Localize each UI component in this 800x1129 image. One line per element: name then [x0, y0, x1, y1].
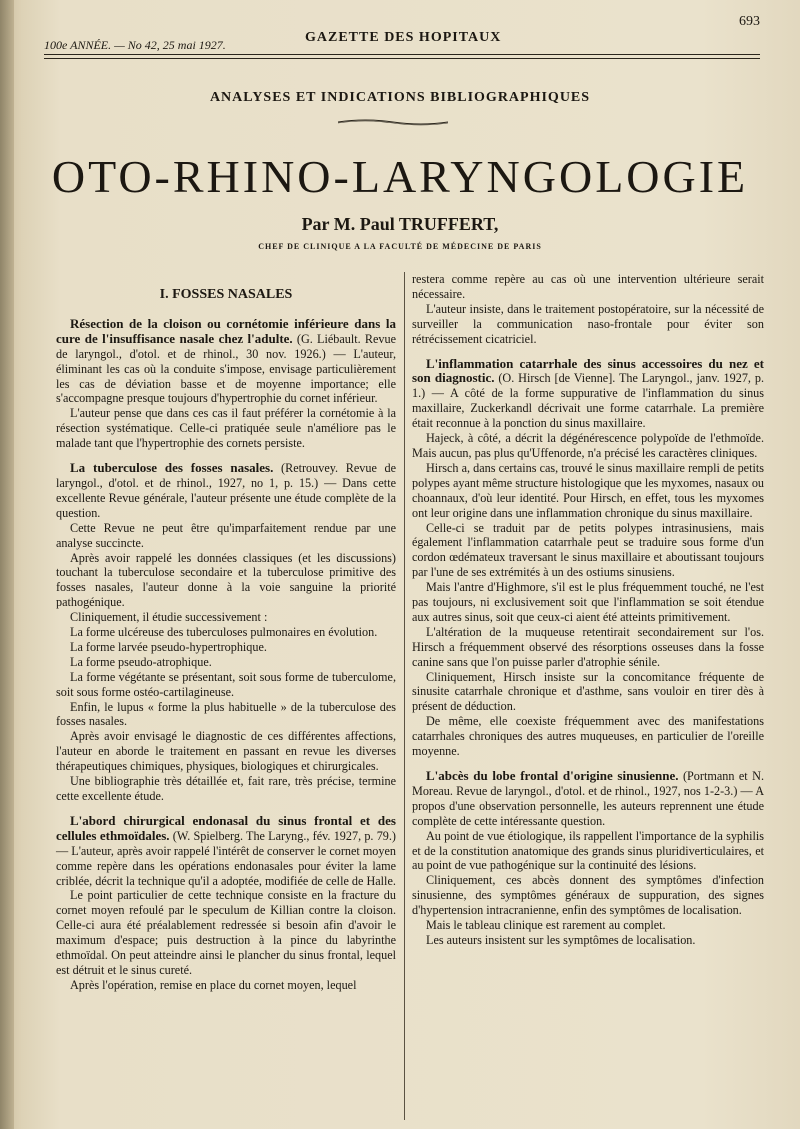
paragraph: Mais l'antre d'Highmore, s'il est le plus fréquemment touché, ne l'est pas toujours, ni exclusivement soit que l'inflammation se soit étendue aux autres sinus, soit que ceux-ci aient été atteints primitivement.: [412, 580, 764, 624]
article-title: L'inflammation catarrhale des sinus accessoires du nez et son diagnostic.: [412, 355, 764, 386]
article-tuberculose: [56, 461, 396, 804]
article-reference: (Retrouvey. Revue de laryngol., d'otol. et de rhinol., 1927, no 1, p. 15.) — Dans cette excellente Revue générale, l'auteur présente une étude complète de la question.: [56, 461, 396, 520]
paragraph: Le point particulier de cette technique consiste en la fracture du cornet moyen refoulé par le speculum de Killian contre la cloison. Celle-ci aura été préalablement redressée si besoin afin d'avoir le maximum d'espace; puis destruction à la pince du labyrinthe ethmoïdal. On peut atteindre ainsi le plancher du sinus frontal, lequel est détruit et le sinus cureté.: [56, 888, 396, 977]
list-item: La forme végétante se présentant, soit sous forme de tuberculome, soit sous forme ostéo-cartilagineuse.: [56, 669, 396, 699]
paragraph: De même, elle coexiste fréquemment avec des manifestations catarrhales chroniques des autres muqueuses, en particulier de l'oreille moyenne.: [412, 714, 764, 759]
paragraph: L'altération de la muqueuse retentirait secondairement sur l'os. Hirsch a fréquemment observé des résorptions osseuses dans la fosse canine sans que l'on puisse parler d'atrophie sénile.: [412, 624, 764, 669]
paragraph: L'auteur pense que dans ces cas il faut préférer la cornétomie à la résection systématique. Celle-ci pratiquée seule n'améliore pas le malade tant que l'hypertrophie des cornets persiste.: [56, 406, 396, 451]
article-reference: (Portmann et N. Moreau. Revue de laryngol., d'otol. et de rhinol., 1927, nos 1-2-3.) —: [412, 769, 765, 798]
issue-info: 100e ANNÉE. — No 42, 25 mai 1927.: [44, 38, 226, 52]
paragraph: A propos d'une observation personnelle, les auteurs reprennent une étude complète de cette intéressante question.: [412, 783, 765, 828]
paragraph: Hajeck, à côté, a décrit la dégénérescence polypoïde de l'ethmoïde. Mais aucun, pas plus qu'Uffenorde, n'a précisé les caractères cliniques.: [412, 431, 764, 460]
article-title: L'abord chirurgical endonasal du sinus frontal et des cellules ethmoïdales.: [56, 812, 396, 843]
article-resection: [56, 317, 396, 451]
paragraph: Les auteurs insistent sur les symptômes de localisation.: [426, 932, 696, 947]
paragraph: Cette Revue ne peut être qu'imparfaitement rendue par une analyse succincte.: [56, 520, 396, 550]
ornament-divider: [338, 118, 448, 126]
paragraph: Cliniquement, il étudie successivement :: [70, 610, 268, 625]
paragraph: restera comme repère au cas où une intervention ultérieure serait nécessaire.: [412, 272, 764, 301]
paragraph: A côté de la forme suppurative de l'inflammation du sinus maxillaire, Zuckerkandl décrivait une forme catarrhale. La première était reconnue à la ponction du sinus maxillaire.: [412, 386, 765, 431]
paragraph: Celle-ci se traduit par de petits polypes intrasinusiens, mais également l'inflammation catarrhale peut se traduire sous forme d'un cordon œdémateux traversant le sinus maxillaire et aboutissant toujours par l'une de ses extrémités à un des ostiums sinusiens.: [412, 520, 764, 580]
article-abord-chirurgical: [56, 814, 396, 993]
list-item: La forme larvée pseudo-hypertrophique.: [70, 639, 267, 654]
article-reference: (O. Hirsch [de Vienne]. The Laryngol., janv. 1927, p. 1.) —: [412, 371, 764, 401]
section-heading: I. FOSSES NASALES: [159, 287, 293, 302]
forms-list: [56, 625, 396, 729]
article-title: Résection de la cloison ou cornétomie inférieure dans la cure de l'insuffisance nasale chez l'adulte.: [56, 315, 396, 346]
list-item: La forme ulcéreuse des tuberculoses pulmonaires en évolution.: [70, 625, 378, 640]
author-affiliation: CHEF DE CLINIQUE A LA FACULTÉ DE MÉDECINE DE PARIS: [258, 242, 542, 251]
paragraph: L'auteur insiste, dans le traitement postopératoire, sur la nécessité de surveiller la communication naso-frontale pour éviter son rétrécissement cicatriciel.: [412, 301, 764, 346]
list-item: Enfin, le lupus « forme la plus habituelle » de la tuberculose des fosses nasales.: [56, 699, 396, 729]
paragraph: L'auteur, éliminant les cas où la conduite s'impose, envisage particulièrement les cas de déviation basse et de moyenne importance; elle s'accompagne presque toujours d'hypertrophie du cornet inférieur.: [56, 346, 397, 406]
main-title: OTO-RHINO-LARYNGOLOGIE: [51, 151, 749, 202]
paragraph: Après avoir rappelé les données classiques (et les discussions) touchant la tuberculose secondaire et la tuberculose primitive des fosses nasales, l'auteur donne à la voie sanguine la priorité pathogénique.: [56, 550, 396, 610]
list-item: La forme pseudo-atrophique.: [70, 654, 212, 669]
running-header: [40, 10, 760, 60]
article-title: L'abcès du lobe frontal d'origine sinusienne.: [426, 768, 679, 783]
article-inflammation-catarrhale: [412, 357, 764, 759]
paragraph: Au point de vue étiologique, ils rappellent l'importance de la syphilis et de la constitution anatomique des grands sinus pluridiverticulaires, et au point de vue pathogénique sur la continuité des lésions.: [412, 828, 764, 873]
page-number: 693: [739, 14, 760, 29]
article-reference: (G. Liébault. Revue de laryngol., d'otol. et de rhinol., 30 nov. 1926.) —: [56, 331, 397, 361]
paragraph: Après avoir envisagé le diagnostic de ces différentes affections, l'auteur en aborde le traitement en passant en revue les diverses thérapeutiques chimiques, physiques, biologiques et chirurgicales.: [56, 729, 396, 774]
section-title: ANALYSES ET INDICATIONS BIBLIOGRAPHIQUES: [209, 90, 591, 105]
right-column: [412, 272, 764, 948]
paragraph: Cliniquement, ces abcès donnent des symptômes d'infection sinusienne, des symptômes généraux de suppuration, des signes d'hypertension intracranienne, enfin des symptômes de localisation.: [412, 873, 764, 918]
paragraph: L'auteur, après avoir rappelé l'intérêt de conserver le cornet moyen comme repère dans les opérations endonasales pour éviter la lame criblée, décrit la technique qu'il a adoptée, modifiée de celle de Halle.: [56, 843, 396, 888]
paragraph: Une bibliographie très détaillée et, fait rare, très précise, termine cette excellente étude.: [56, 774, 396, 803]
column-divider: [404, 272, 405, 1120]
left-column: [56, 286, 396, 993]
header-rule: [44, 54, 760, 55]
paragraph: Après l'opération, remise en place du cornet moyen, lequel: [70, 977, 357, 992]
journal-name: GAZETTE DES HOPITAUX: [305, 30, 502, 45]
paragraph: Mais le tableau clinique est rarement au complet.: [426, 918, 666, 933]
article-reference: (W. Spielberg. The Laryng., fév. 1927, p. 79.) —: [56, 828, 396, 858]
paragraph: Hirsch a, dans certains cas, trouvé le sinus maxillaire rempli de petits polypes ayant même structure histologique que les myxomes, nasaux ou choannaux, d'où leur identité. Pour Hirsch, en effet, tous les myxomes ont leur origine dans une inflammation chronique du sinus maxillaire.: [412, 460, 765, 520]
article-abces-frontal: [412, 769, 764, 948]
article-title: La tuberculose des fosses nasales.: [70, 460, 274, 476]
header-rule-thin: [44, 58, 760, 59]
author-line: Par M. Paul TRUFFERT,: [301, 214, 499, 234]
paragraph: Cliniquement, Hirsch insiste sur la concomitance fréquente de sinusite catarrhale chronique et d'asthme, sans vouloir en tirer dès à présent de déduction.: [412, 669, 764, 714]
